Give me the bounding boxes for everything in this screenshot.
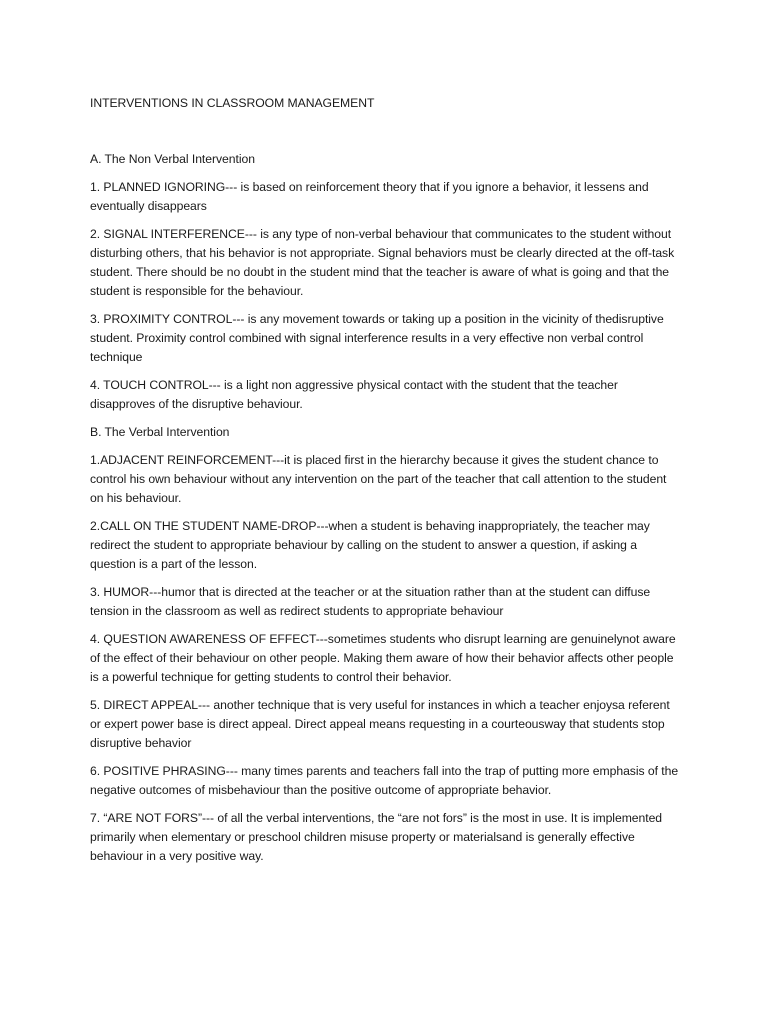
paragraph-proximity-control: 3. PROXIMITY CONTROL--- is any movement towards or taking up a position in the vicinity of thedisruptive student. Proximity control combined with signal interference results in a very effective non verbal control technique xyxy=(90,312,664,364)
paragraph-touch-control: 4. TOUCH CONTROL--- is a light non aggressive physical contact with the student that the teacher disapproves of the disruptive behaviour. xyxy=(90,378,618,411)
paragraph-question-awareness-of-effect: 4. QUESTION AWARENESS OF EFFECT---sometimes students who disrupt learning are genuinelynot aware of the effect of their behaviour on other people. Making them aware of how their behavior affects other people is a powerful technique for getting students to control their behavior. xyxy=(90,632,676,684)
document-body xyxy=(90,94,682,875)
section-heading: A. The Non Verbal Intervention xyxy=(90,152,255,166)
paragraph-positive-phrasing: 6. POSITIVE PHRASING--- many times parents and teachers fall into the trap of putting more emphasis of the negative outcomes of misbehaviour than the positive outcome of appropriate behavior. xyxy=(90,764,679,797)
paragraph-signal-interference: 2. SIGNAL INTERFERENCE--- is any type of non-verbal behaviour that communicates to the student without disturbing others, that his behavior is not appropriate. Signal behaviors must be clearly directed at the off-task student. There should be no doubt in the student mind that the teacher is aware of what is going and that the student is responsible for the behaviour. xyxy=(90,227,675,298)
paragraph-humor: 3. HUMOR---humor that is directed at the teacher or at the situation rather than at the student can diffuse tension in the classroom as well as redirect students to appropriate behaviour xyxy=(90,585,651,618)
paragraph-adjacent-reinforcement: 1.ADJACENT REINFORCEMENT---it is placed first in the hierarchy because it gives the student chance to control his own behaviour without any intervention on the part of the teacher that call attention to the student on his behaviour. xyxy=(90,453,667,505)
paragraph-planned-ignoring: 1. PLANNED IGNORING--- is based on reinforcement theory that if you ignore a behavior, it lessens and eventually disappears xyxy=(90,180,649,213)
paragraph-call-on-student-name-drop: 2.CALL ON THE STUDENT NAME-DROP---when a student is behaving inappropriately, the teacher may redirect the student to appropriate behaviour by calling on the student to answer a question, if asking a question is a part of the lesson. xyxy=(90,519,650,571)
paragraph-direct-appeal: 5. DIRECT APPEAL--- another technique that is very useful for instances in which a teacher enjoysa referent or expert power base is direct appeal. Direct appeal means requesting in a courteousway that students stop disruptive behavior xyxy=(90,698,670,750)
section-heading: B. The Verbal Intervention xyxy=(90,425,230,439)
paragraph-are-not-fors: 7. “ARE NOT FORS”--- of all the verbal interventions, the “are not fors” is the most in use. It is implemented primarily when elementary or preschool children misuse property or materialsand is generally effective behaviour in a very positive way. xyxy=(90,811,663,863)
section-verbal-intervention xyxy=(90,423,682,866)
section-non-verbal-intervention xyxy=(90,150,682,414)
document-title: INTERVENTIONS IN CLASSROOM MANAGEMENT xyxy=(90,96,375,110)
